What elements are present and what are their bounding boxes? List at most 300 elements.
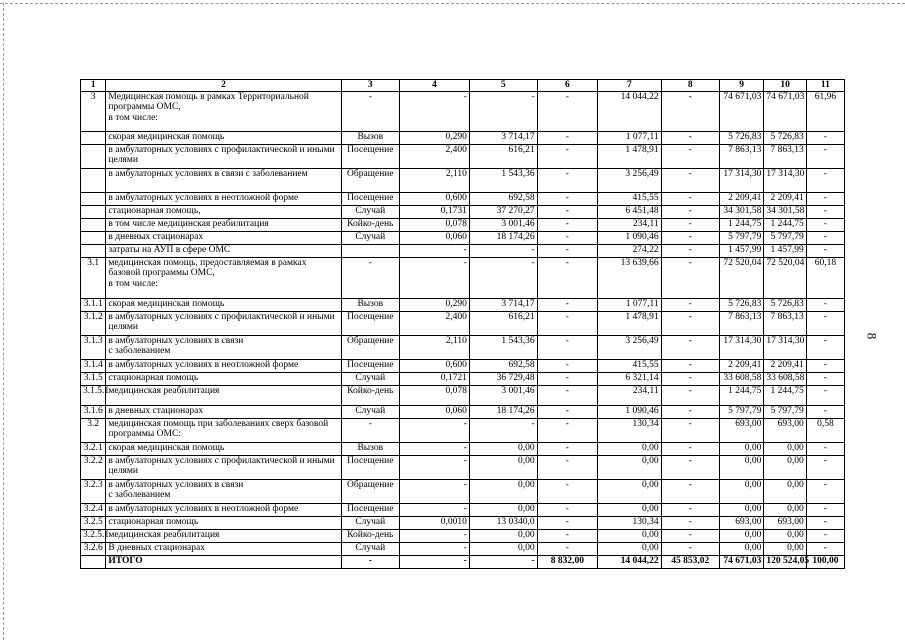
table-row xyxy=(81,542,845,555)
table-cell: 72 520,04 xyxy=(719,257,764,298)
page-frame-top xyxy=(0,3,905,4)
table-cell: - xyxy=(661,205,719,218)
table-cell: - xyxy=(806,168,844,192)
table-cell: 1 244,75 xyxy=(764,218,806,231)
table-cell: 14 044,22 xyxy=(598,91,662,131)
table-cell: 1 457,99 xyxy=(764,244,806,257)
table-cell: 0,00 xyxy=(598,529,662,542)
table-cell: в амбулаторных условиях в связи с заболеванием xyxy=(106,168,341,192)
table-cell: 0,600 xyxy=(399,359,469,372)
table-cell: в дневных стационарах xyxy=(106,405,341,418)
table-cell: 8 832,00 xyxy=(537,555,597,568)
table-cell: 5 797,79 xyxy=(764,231,806,244)
column-header: 7 xyxy=(598,80,662,92)
table-row xyxy=(81,218,845,231)
table-cell: - xyxy=(661,244,719,257)
table-cell: 2,110 xyxy=(399,168,469,192)
table-cell: 0,00 xyxy=(469,479,537,503)
table-cell: - xyxy=(806,405,844,418)
table-cell: 616,21 xyxy=(469,311,537,335)
table-row xyxy=(81,405,845,418)
table-cell: - xyxy=(537,516,597,529)
table-cell: 693,00 xyxy=(719,418,764,442)
table-row xyxy=(81,385,845,405)
table-cell: 33 608,58 xyxy=(719,372,764,385)
table-cell: 61,96 xyxy=(806,91,844,131)
column-header: 2 xyxy=(106,80,341,92)
table-cell: - xyxy=(469,555,537,568)
table-cell: 6 451,48 xyxy=(598,205,662,218)
table-cell: 7 863,13 xyxy=(764,144,806,168)
table-row xyxy=(81,516,845,529)
table-cell: - xyxy=(661,144,719,168)
table-cell: - xyxy=(341,555,399,568)
table-cell: - xyxy=(399,257,469,298)
table-cell: - xyxy=(806,192,844,205)
table-cell: 2,110 xyxy=(399,335,469,359)
column-header: 4 xyxy=(399,80,469,92)
table-cell: 3.2.6 xyxy=(81,542,106,555)
table-cell: 1 478,91 xyxy=(598,144,662,168)
table-cell: 74 671,03 xyxy=(719,555,764,568)
table-row xyxy=(81,144,845,168)
table-cell: 234,11 xyxy=(598,385,662,405)
table-cell: - xyxy=(537,418,597,442)
table-cell: - xyxy=(806,442,844,455)
table-cell: - xyxy=(661,529,719,542)
table-cell: Койко-день xyxy=(341,385,399,405)
table-cell: 3.1.3 xyxy=(81,335,106,359)
table-cell: 234,11 xyxy=(598,218,662,231)
table-cell: 60,18 xyxy=(806,257,844,298)
table-cell: 5 726,83 xyxy=(719,131,764,144)
table-cell: - xyxy=(806,516,844,529)
table-cell: - xyxy=(661,231,719,244)
table-cell: 693,00 xyxy=(719,516,764,529)
table-cell: 3 256,49 xyxy=(598,168,662,192)
table-cell: - xyxy=(806,335,844,359)
table-cell: - xyxy=(537,385,597,405)
table-cell: 0,00 xyxy=(469,503,537,516)
table-cell: - xyxy=(469,91,537,131)
table-row xyxy=(81,372,845,385)
table-cell: 0,00 xyxy=(719,529,764,542)
table-cell: в амбулаторных условиях с профилактической и иными целями xyxy=(106,455,341,479)
table-cell: - xyxy=(806,218,844,231)
table-cell: 0,00 xyxy=(598,455,662,479)
table-cell: 5 726,83 xyxy=(764,298,806,311)
table-cell: 0,00 xyxy=(719,455,764,479)
table-cell: 34 301,58 xyxy=(719,205,764,218)
table-cell: 5 726,83 xyxy=(764,131,806,144)
table-cell: - xyxy=(537,479,597,503)
table-cell: 3.1.1 xyxy=(81,298,106,311)
table-cell: - xyxy=(537,257,597,298)
table-cell: 3.2.2 xyxy=(81,455,106,479)
table-cell: 3 256,49 xyxy=(598,335,662,359)
table-cell: Обращение xyxy=(341,335,399,359)
table-cell: 17 314,30 xyxy=(719,335,764,359)
table-row xyxy=(81,311,845,335)
total-row xyxy=(81,555,845,568)
table-cell: - xyxy=(661,257,719,298)
table-cell: 34 301,58 xyxy=(764,205,806,218)
table-cell: - xyxy=(469,244,537,257)
table-cell: 3 001,46 xyxy=(469,385,537,405)
table-cell: Койко-день xyxy=(341,529,399,542)
table-cell: Случай xyxy=(341,231,399,244)
table-cell: в амбулаторных условиях в неотложной форме xyxy=(106,503,341,516)
table-cell: - xyxy=(537,529,597,542)
table-cell: 0,078 xyxy=(399,385,469,405)
table-cell: 0,00 xyxy=(719,542,764,555)
column-header: 3 xyxy=(341,80,399,92)
table-cell: 3.1 xyxy=(81,257,106,298)
table-cell xyxy=(81,205,106,218)
table-cell: - xyxy=(537,192,597,205)
table-cell: 1 543,36 xyxy=(469,168,537,192)
table-cell: - xyxy=(537,372,597,385)
table-cell: в амбулаторных условиях в неотложной форме xyxy=(106,359,341,372)
table-cell: Случай xyxy=(341,542,399,555)
table-cell: 1 090,46 xyxy=(598,231,662,244)
table-cell: 0,00 xyxy=(719,503,764,516)
table-cell: 13 639,66 xyxy=(598,257,662,298)
table-cell: - xyxy=(661,131,719,144)
table-cell: 3 714,17 xyxy=(469,298,537,311)
table-cell: Койко-день xyxy=(341,218,399,231)
table-cell: 1 244,75 xyxy=(719,218,764,231)
table-cell: 3.2.5.1 xyxy=(81,529,106,542)
table-cell: ИТОГО xyxy=(106,555,341,568)
table-cell: - xyxy=(806,385,844,405)
table-cell: - xyxy=(661,359,719,372)
table-cell: - xyxy=(806,231,844,244)
table-cell: 0,0010 xyxy=(399,516,469,529)
table-cell: медицинская реабилитация xyxy=(106,385,341,405)
table-cell: - xyxy=(806,244,844,257)
table-cell: 0,00 xyxy=(598,503,662,516)
table-cell: 3.2.1 xyxy=(81,442,106,455)
table-cell: - xyxy=(661,442,719,455)
table-cell: медицинская реабилитация xyxy=(106,529,341,542)
table-cell: В дневных стационарах xyxy=(106,542,341,555)
table-cell: 692,58 xyxy=(469,359,537,372)
table-cell: - xyxy=(341,257,399,298)
table-cell: - xyxy=(537,205,597,218)
table-cell: - xyxy=(399,479,469,503)
table-row xyxy=(81,479,845,503)
table-cell: 2 209,41 xyxy=(764,359,806,372)
table-cell: - xyxy=(399,442,469,455)
table-cell: 0,58 xyxy=(806,418,844,442)
table-cell: - xyxy=(661,91,719,131)
table-cell: Посещение xyxy=(341,311,399,335)
table-cell: 3.2 xyxy=(81,418,106,442)
table-cell: Вызов xyxy=(341,298,399,311)
table-cell: 3.1.4 xyxy=(81,359,106,372)
table-cell: стационарная помощь xyxy=(106,516,341,529)
table-cell: 130,34 xyxy=(598,418,662,442)
table-cell: - xyxy=(661,168,719,192)
table-cell: Вызов xyxy=(341,442,399,455)
table-cell: - xyxy=(537,335,597,359)
table-cell xyxy=(81,231,106,244)
table-row xyxy=(81,205,845,218)
table-cell: - xyxy=(537,455,597,479)
table-cell: - xyxy=(537,311,597,335)
table-cell: - xyxy=(806,542,844,555)
table-row xyxy=(81,91,845,131)
table-cell: Случай xyxy=(341,372,399,385)
table-cell: - xyxy=(399,91,469,131)
table-row xyxy=(81,257,845,298)
table-row xyxy=(81,455,845,479)
page-number: 8 xyxy=(864,332,880,340)
table-cell: 693,00 xyxy=(764,418,806,442)
table-cell: - xyxy=(399,455,469,479)
table-cell: 3.2.5 xyxy=(81,516,106,529)
column-header: 8 xyxy=(661,80,719,92)
table-cell: 1 244,75 xyxy=(764,385,806,405)
table-cell: - xyxy=(399,503,469,516)
table-cell: 36 729,48 xyxy=(469,372,537,385)
table-cell: Посещение xyxy=(341,455,399,479)
table-row xyxy=(81,418,845,442)
table-cell: - xyxy=(806,298,844,311)
table-cell: 6 321,14 xyxy=(598,372,662,385)
table-cell: 1 543,36 xyxy=(469,335,537,359)
table-cell: 1 077,11 xyxy=(598,298,662,311)
table-cell: 3.2.3 xyxy=(81,479,106,503)
table-cell: Посещение xyxy=(341,144,399,168)
table-cell: - xyxy=(661,311,719,335)
table-cell: - xyxy=(341,418,399,442)
header-row xyxy=(81,80,845,92)
table-cell: Посещение xyxy=(341,503,399,516)
table-cell: 2,400 xyxy=(399,144,469,168)
table-cell: Случай xyxy=(341,516,399,529)
table-cell: 0,00 xyxy=(764,529,806,542)
table-cell: 3 001,46 xyxy=(469,218,537,231)
table-cell: 120 524,05 xyxy=(764,555,806,568)
table-cell: - xyxy=(806,479,844,503)
table-cell: в том числе медицинская реабилитация xyxy=(106,218,341,231)
table-cell: - xyxy=(806,144,844,168)
table-cell: - xyxy=(537,131,597,144)
table-cell: - xyxy=(661,516,719,529)
table-cell xyxy=(81,131,106,144)
table-cell: 1 090,46 xyxy=(598,405,662,418)
table-cell: 33 608,58 xyxy=(764,372,806,385)
table-cell: 5 797,79 xyxy=(719,405,764,418)
table-cell: - xyxy=(806,131,844,144)
table-cell: - xyxy=(537,218,597,231)
table-cell: затраты на АУП в сфере ОМС xyxy=(106,244,341,257)
table-cell: - xyxy=(469,257,537,298)
table-cell: 2 209,41 xyxy=(719,192,764,205)
table-cell: 0,290 xyxy=(399,298,469,311)
table-cell: - xyxy=(399,418,469,442)
table-cell: скорая медицинская помощь xyxy=(106,131,341,144)
table-cell: - xyxy=(806,455,844,479)
table-cell: 7 863,13 xyxy=(764,311,806,335)
table-cell: - xyxy=(537,144,597,168)
table-cell: скорая медицинская помощь xyxy=(106,442,341,455)
table-cell: 37 270,27 xyxy=(469,205,537,218)
table-cell xyxy=(81,244,106,257)
table-cell: - xyxy=(661,503,719,516)
table-cell: Посещение xyxy=(341,192,399,205)
table-cell: 72 520,04 xyxy=(764,257,806,298)
table-cell: 692,58 xyxy=(469,192,537,205)
page-frame-left xyxy=(3,3,4,640)
table-cell: 0,290 xyxy=(399,131,469,144)
table-cell xyxy=(81,192,106,205)
table-cell: - xyxy=(537,405,597,418)
table-cell: 1 244,75 xyxy=(719,385,764,405)
table-cell: 0,00 xyxy=(719,479,764,503)
table-cell: - xyxy=(661,335,719,359)
table-cell xyxy=(81,218,106,231)
column-header: 1 xyxy=(81,80,106,92)
table-cell: в амбулаторных условиях с профилактической и иными целями xyxy=(106,311,341,335)
table-cell: - xyxy=(661,418,719,442)
table-cell: 0,600 xyxy=(399,192,469,205)
table-cell: Случай xyxy=(341,405,399,418)
table-cell: 0,00 xyxy=(469,542,537,555)
table-cell: - xyxy=(661,455,719,479)
table-cell: 100,00 xyxy=(806,555,844,568)
table-cell: 0,078 xyxy=(399,218,469,231)
table-cell: 2 209,41 xyxy=(764,192,806,205)
table-cell: - xyxy=(537,244,597,257)
table-cell: 45 853,02 xyxy=(661,555,719,568)
table-cell: 0,00 xyxy=(764,503,806,516)
table-cell: 1 077,11 xyxy=(598,131,662,144)
table-row xyxy=(81,442,845,455)
table-cell: - xyxy=(537,503,597,516)
table-cell: - xyxy=(661,372,719,385)
table-cell: Посещение xyxy=(341,359,399,372)
table-cell: - xyxy=(661,405,719,418)
table-cell: 3 xyxy=(81,91,106,131)
table-cell: в амбулаторных условиях с профилактической и иными целями xyxy=(106,144,341,168)
table-cell: - xyxy=(537,91,597,131)
table-cell: 274,22 xyxy=(598,244,662,257)
table-row xyxy=(81,503,845,516)
column-header: 10 xyxy=(764,80,806,92)
table-cell: 7 863,13 xyxy=(719,144,764,168)
table-cell: - xyxy=(537,168,597,192)
table-cell: 14 044,22 xyxy=(598,555,662,568)
table-cell: скорая медицинская помощь xyxy=(106,298,341,311)
column-header: 11 xyxy=(806,80,844,92)
table-cell: - xyxy=(537,359,597,372)
table-cell: - xyxy=(341,91,399,131)
table-cell: - xyxy=(806,205,844,218)
table-cell: в амбулаторных условиях в неотложной форме xyxy=(106,192,341,205)
table-cell: - xyxy=(806,529,844,542)
table-cell: 0,00 xyxy=(719,442,764,455)
table-cell: 0,00 xyxy=(469,442,537,455)
table-cell: Вызов xyxy=(341,131,399,144)
table-row xyxy=(81,359,845,372)
table-cell: 0,00 xyxy=(764,479,806,503)
table-cell: в амбулаторных условиях в связи с заболеванием xyxy=(106,335,341,359)
table-cell: 7 863,13 xyxy=(719,311,764,335)
table-cell: - xyxy=(661,218,719,231)
table-cell xyxy=(81,168,106,192)
table-cell: 0,00 xyxy=(469,529,537,542)
table-cell xyxy=(81,144,106,168)
table-cell: 3.1.5.1 xyxy=(81,385,106,405)
table-cell: 0,00 xyxy=(764,455,806,479)
table-cell: - xyxy=(537,542,597,555)
table-cell: Медицинская помощь в рамках Территориальной программы ОМС, в том числе: xyxy=(106,91,341,131)
table-cell: 130,34 xyxy=(598,516,662,529)
table-cell: 3 714,17 xyxy=(469,131,537,144)
table-cell: - xyxy=(399,542,469,555)
table-cell: 2 209,41 xyxy=(719,359,764,372)
table-cell: 0,1721 xyxy=(399,372,469,385)
column-header: 6 xyxy=(537,80,597,92)
table-cell: 17 314,30 xyxy=(719,168,764,192)
table-row xyxy=(81,298,845,311)
table-cell: Обращение xyxy=(341,479,399,503)
table-cell: 0,060 xyxy=(399,405,469,418)
table-row xyxy=(81,335,845,359)
table-cell: медицинская помощь, предоставляемая в рамках базовой программы ОМС, в том числе: xyxy=(106,257,341,298)
table-cell: - xyxy=(469,418,537,442)
table-cell: 5 797,79 xyxy=(764,405,806,418)
table-cell: - xyxy=(806,372,844,385)
table-cell xyxy=(81,555,106,568)
table-cell: в амбулаторных условиях в связи с заболеванием xyxy=(106,479,341,503)
table-cell: 5 726,83 xyxy=(719,298,764,311)
table-cell: 0,00 xyxy=(764,442,806,455)
table-row xyxy=(81,131,845,144)
table-cell: 74 671,03 xyxy=(764,91,806,131)
table-cell: 0,00 xyxy=(598,479,662,503)
table-cell: - xyxy=(806,359,844,372)
table-cell: 3.2.4 xyxy=(81,503,106,516)
table-cell: 2,400 xyxy=(399,311,469,335)
table-cell: стационарная помощь xyxy=(106,372,341,385)
table-cell: 74 671,03 xyxy=(719,91,764,131)
table-cell: - xyxy=(806,311,844,335)
table-cell xyxy=(341,244,399,257)
table-cell: 1 478,91 xyxy=(598,311,662,335)
table-row xyxy=(81,244,845,257)
table-cell: - xyxy=(399,529,469,542)
table-cell: 415,55 xyxy=(598,359,662,372)
table-cell: стационарная помощь, xyxy=(106,205,341,218)
table-cell: - xyxy=(399,244,469,257)
table-cell: - xyxy=(661,542,719,555)
table-cell: 1 457,99 xyxy=(719,244,764,257)
table-cell: - xyxy=(661,385,719,405)
table-cell: 18 174,26 xyxy=(469,405,537,418)
table-cell: - xyxy=(537,298,597,311)
table-cell: - xyxy=(661,192,719,205)
column-header: 5 xyxy=(469,80,537,92)
table-cell: - xyxy=(661,298,719,311)
table-row xyxy=(81,231,845,244)
table-cell: в дневных стационарах xyxy=(106,231,341,244)
table-cell: 0,00 xyxy=(598,442,662,455)
table-cell: медицинская помощь при заболеваниях сверх базовой программы ОМС: xyxy=(106,418,341,442)
